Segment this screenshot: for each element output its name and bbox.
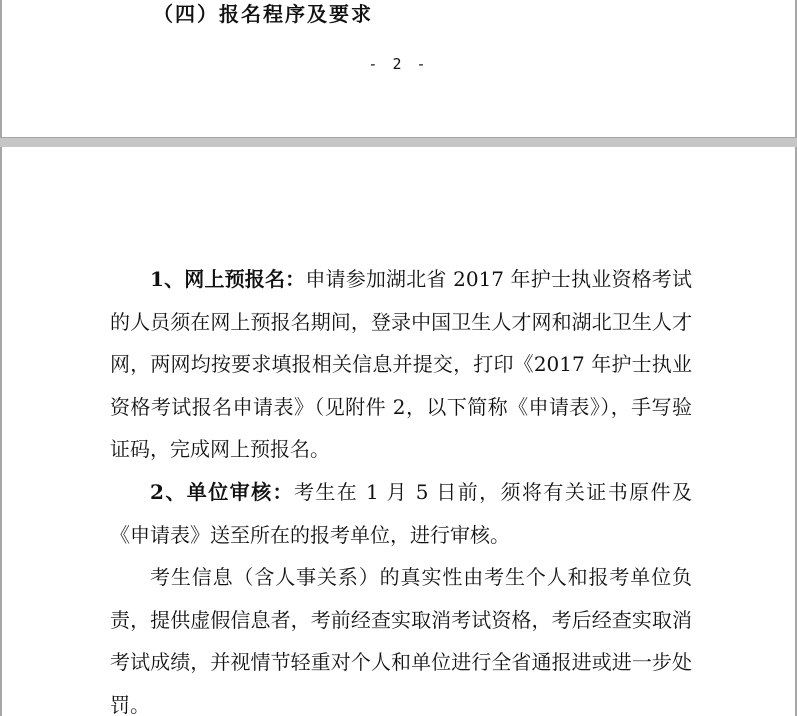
paragraph-unit-review bbox=[110, 471, 692, 556]
page-separator bbox=[0, 138, 797, 147]
page-2 bbox=[0, 0, 797, 138]
paragraph-text: 考生在 1 月 5 日前，须将有关证书原件及《申请表》送至所在的报考单位，进行审核。 bbox=[110, 479, 692, 547]
paragraph-text: 申请参加湖北省 2017 年护士执业资格考试的人员须在网上预报名期间，登录中国卫生人才网和湖北卫生人才网，两网均按要求填报相关信息并提交，打印《2017 年护士执业资格考试报名申请表》（见附件 2，以下简称《申请表》），手写验证码，完成网上预报名。 bbox=[110, 267, 692, 462]
page-number: - 2 - bbox=[368, 55, 429, 73]
paragraph-lead: 1、网上预报名： bbox=[150, 267, 306, 291]
body-text bbox=[110, 258, 692, 716]
paragraph-online-registration bbox=[110, 258, 692, 471]
page-3 bbox=[0, 147, 797, 716]
paragraph-text: 考生信息（含人事关系）的真实性由考生个人和报考单位负责，提供虚假信息者，考前经查实取消考试资格，考后经查实取消考试成绩，并视情节轻重对个人和单位进行全省通报进或进一步处罚。 bbox=[110, 565, 692, 716]
paragraph-authenticity bbox=[110, 556, 692, 716]
paragraph-lead: 2、单位审核： bbox=[150, 479, 294, 504]
section-heading: （四）报名程序及要求 bbox=[153, 2, 373, 26]
